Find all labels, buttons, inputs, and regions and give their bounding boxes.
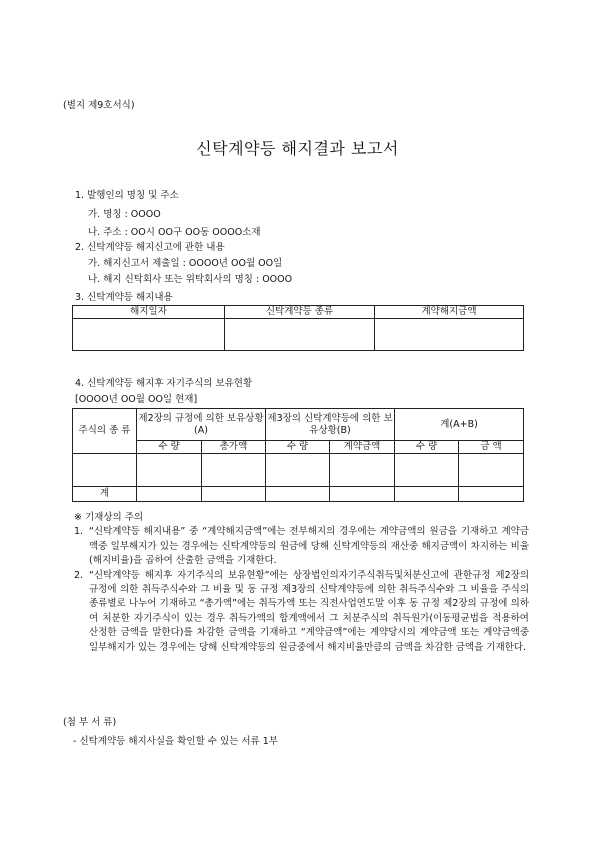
trust-company-name: 나. 해지 신탁회사 또는 위탁회사의 명칭 : OOOO <box>88 274 293 285</box>
termination-table <box>72 305 524 351</box>
holdings-table <box>72 408 524 502</box>
total-row-label: 계 <box>73 487 137 502</box>
cell-termination-date <box>73 319 225 351</box>
section1-heading: 1. 발행인의 명칭 및 주소 <box>75 190 179 201</box>
issuer-address: 나. 주소 : OO시 OO구 OO동 OOOO소재 <box>88 227 261 238</box>
note-1 <box>74 525 529 568</box>
col-b-contract-amount: 계약금액 <box>330 441 395 454</box>
holdings-data-row <box>73 454 524 487</box>
note-1-number: 1. <box>74 526 84 538</box>
col-group-a: 제2장의 규정에 의한 보유상황(A) <box>137 409 266 441</box>
col-stock-type: 주식의 종 류 <box>73 409 137 454</box>
col-total-quantity: 수 량 <box>395 441 459 454</box>
section4-heading: 4. 신탁계약등 해지후 자기주식의 보유현황 <box>75 378 253 389</box>
col-a-total-value: 총가액 <box>202 441 266 454</box>
notes-heading: ※ 기재상의 주의 <box>74 512 144 523</box>
holdings-as-of-date: [OOOO년 OO월 OO일 현재] <box>75 394 198 405</box>
cell-contract-type <box>225 319 375 351</box>
note-2-number: 2. <box>74 569 84 581</box>
cell-termination-amount <box>375 319 524 351</box>
col-total-amount: 금 액 <box>459 441 524 454</box>
note-2-text: “신탁계약등 해지후 자기주식의 보유현황”에는 상장법인의자기주식취득및처분신고에 관한규정 제2장의 규정에 의한 취득주식수와 그 비율 및 동 규정 제3장의 신탁계약등에 의한 취득주식수와 그 비율을 주식의 종류별로 나누어 기재하고 “총가액”에는 취득가액 또는 직전사업연도말 이후 동 규정 제2장의 규정에 의하여 처분한 자기주식이 있는 경우 취득가액의 합계액에서 그 처분주식의 취득원가(이동평균법을 적용하여 산정한 금액을 말한다)를 차감한 금액을 기재하고 “계약금액”에는 계약당시의 계약금액 또는 계약금액중 일부해지가 있는 경우에는 당해 신탁계약등의 원금중에서 해지비율만큼의 금액을 차감한 금액을 기재한다. <box>89 569 529 653</box>
notes-section <box>74 511 529 655</box>
termination-table-row <box>73 319 524 351</box>
section2-heading: 2. 신탁계약등 해지신고에 관한 내용 <box>75 242 225 253</box>
col-group-b: 제3장의 신탁계약등에 의한 보유상황(B) <box>266 409 395 441</box>
attachment-item: - 신탁계약등 해지사실을 확인할 수 있는 서류 1부 <box>73 736 278 747</box>
document-title: 신탁계약등 해지결과 보고서 <box>196 139 399 158</box>
col-a-quantity: 수 량 <box>137 441 202 454</box>
col-contract-type: 신탁계약등 종류 <box>225 306 375 319</box>
note-1-text: “신탁계약등 해지내용” 중 “계약해지금액”에는 전부해지의 경우에는 계약금액의 원금을 기재하고 계약금액중 일부해지가 있는 경우에는 신탁계약등의 원금에 당해 신탁계약등의 재산중 해지금액이 차지하는 비율(해지비율)을 곱하여 산출한 금액을 기재한다. <box>89 526 529 567</box>
termination-table-header <box>73 306 524 319</box>
holdings-subheader-row <box>73 441 524 454</box>
report-date: 가. 해지신고서 제출일 : OOOO년 OO월 OO일 <box>88 258 283 269</box>
form-number: (별지 제9호서식) <box>63 100 135 111</box>
holdings-header-row <box>73 409 524 441</box>
attachments-heading: (첨 부 서 류) <box>63 717 117 728</box>
col-group-total: 계(A+B) <box>395 409 524 441</box>
col-termination-date: 해지일자 <box>73 306 225 319</box>
holdings-total-row <box>73 487 524 502</box>
section3-heading: 3. 신탁계약등 해지내용 <box>75 292 173 303</box>
col-b-quantity: 수 량 <box>266 441 330 454</box>
col-termination-amount: 계약해지금액 <box>375 306 524 319</box>
note-2 <box>74 569 529 655</box>
issuer-name: 가. 명칭 : OOOO <box>88 209 161 220</box>
